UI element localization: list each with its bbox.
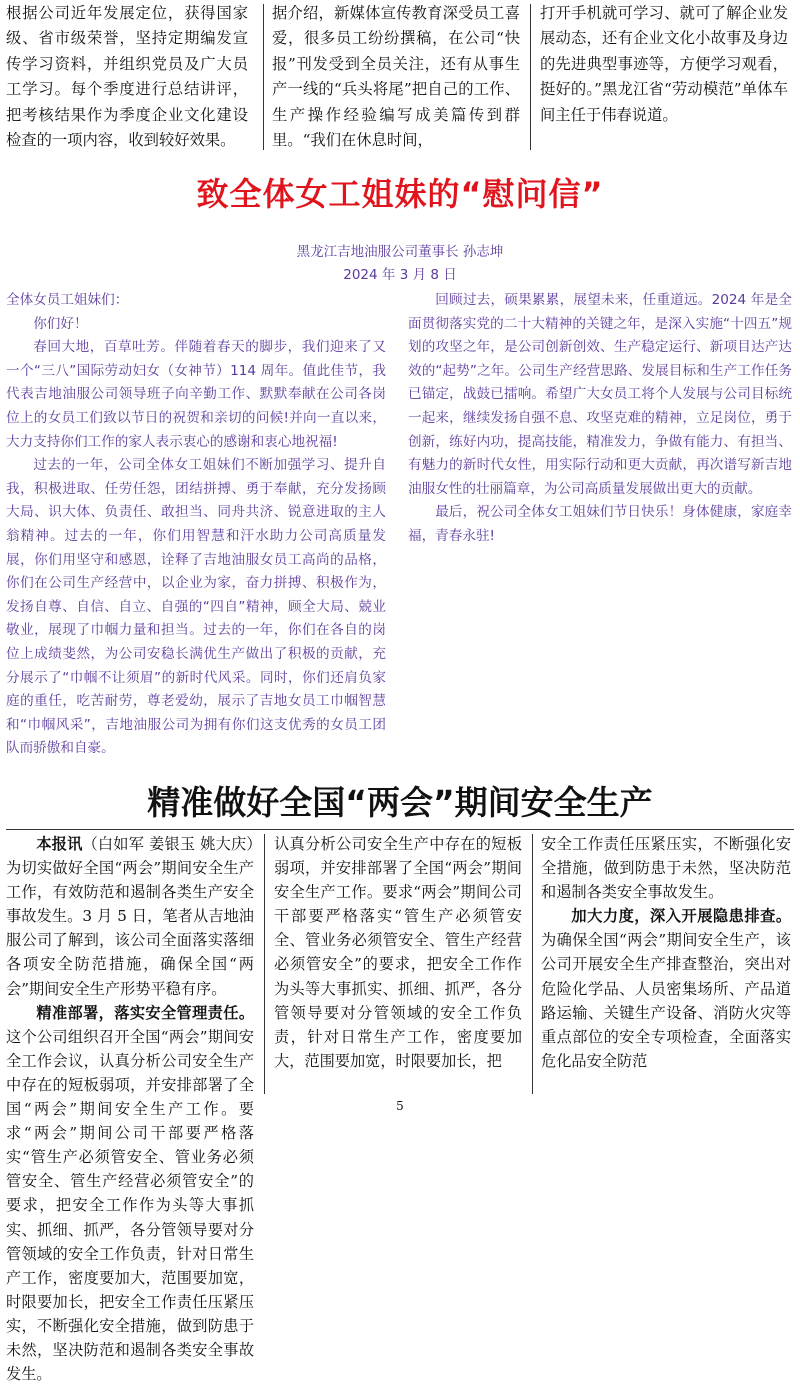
safety-column-2 [274, 832, 522, 1097]
letter-paragraph-3: 回顾过去，硕果累累，展望未来，任重道远。2024 年是全面贯彻落实党的二十大精神的关键之年，是深入实施“十四五”规划的攻坚之年，是公司创新创效、生产稳定运行、新项目达产达效的“起势”之年。公司生产经营思路、发展目标和生产工作任务已锚定，战鼓已擂响。希望广大女员工将个人发展与公司目标统一起来，继续发扬自强不息、攻坚克难的精神，立足岗位，勇于创新，练好内功，提高技能，精准发力，争做有能力、有担当、有魅力的新时代女性，用实际行动和更大贡献，再次谱写新吉地油服女性的壮丽篇章，为公司高质量发展做出更大的贡献。 [408, 292, 792, 497]
top-article-column-1 [6, 1, 248, 153]
safety-heading-1: 精准部署，落实安全管理责任。 [36, 1003, 254, 1022]
top-article-text-3: 打开手机就可学习、就可了解企业发展动态，还有企业文化小故事及身边的先进典型事迹等，方便学习观看，挺好的。”黑龙江省“劳动模范”单体车间主任于伟春说道。 [540, 4, 788, 124]
top-article-column-3 [540, 1, 788, 128]
safety-column-2-text: 认真分析公司安全生产中存在的短板弱项，并安排部署了全国“两会”期间安全生产工作。要求“两会”期间公司干部要严格落实“管生产必须管安全、管业务必须管安全、管生产经营必须管安全”的要求，把安全工作作为头等大事抓实、抓细、抓严，各分管领导要对分管领域的安全工作负责，针对日常生产工作，密度要加大，范围要加宽，时限要加长，把 [274, 835, 522, 1070]
section-divider [6, 829, 794, 830]
letter-author: 黑龙江吉地油服公司董事长 孙志坤 [296, 244, 504, 260]
safety-column-1 [6, 832, 255, 1384]
safety-lead-text: （白如军 姜银玉 姚大庆）为切实做好全国“两会”期间安全生产工作，有效防范和遏制各类生产安全事故发生。3 月 5 日，笔者从吉地油服公司了解到，该公司全面落实落细各项安全防范措施，确保全国“两会”期间安全生产形势平稳有序。 [6, 835, 255, 998]
column-divider [263, 4, 264, 150]
column-divider [264, 834, 265, 1094]
safety-column-3-text: 安全工作责任压紧压实，不断强化安全措施，做到防患于未然，坚决防范和遏制各类安全事故发生。 [541, 835, 791, 902]
letter-date: 2024 年 3 月 8 日 [343, 267, 457, 283]
letter-title: 致全体女工姐妹的“慰问信” [196, 175, 604, 213]
safety-heading-2: 加大力度，深入开展隐患排查。 [571, 907, 791, 926]
letter-paragraph-1: 春回大地，百草吐芳。伴随着春天的脚步，我们迎来了又一个“三八”国际劳动妇女（女神节）114 周年。值此佳节，我代表吉地油服公司领导班子向辛勤工作、默默奉献在公司各岗位上的女员工们致以节日的祝贺和亲切的问候!并向一直以来，大力支持你们工作的家人表示衷心的感谢和衷心地祝福! [6, 339, 386, 450]
letter-column-right [408, 289, 792, 749]
top-article-column-2 [272, 1, 520, 153]
safety-lead-label: 本报讯 [36, 835, 83, 853]
top-article-text-1: 根据公司近年发展定位，获得国家级、省市级荣誉，坚持定期编发宣传学习资料，并组织党员及广大员工学习。每个季度进行总结讲评，把考核结果作为季度企业文化建设检查的一项内容，收到较好效果。 [6, 4, 248, 150]
letter-paragraph-2: 过去的一年，公司全体女工姐妹们不断加强学习、提升自我，积极进取、任劳任怨，团结拼搏、勇于奉献，充分发扬顾大局、识大体、负责任、敢担当、同舟共济、锐意进取的主人翁精神。过去的一年，你们用智慧和汗水助力公司高质量发展，你们用坚守和感恩，诠释了吉地油服女员工高尚的品格，你们在公司生产经营中，以企业为家，奋力拼搏、积极作为，发扬自尊、自信、自立、自强的“四自”精神，顾全大局、兢业敬业，展现了巾帼力量和担当。过去的一年，你们在各自的岗位上成绩斐然，为公司安稳长满优生产做出了积极的贡献，充分展示了“巾帼不让须眉”的新时代风采。同时，你们还肩负家庭的重任，吃苦耐劳，尊老爱幼，展示了吉地女员工巾帼智慧和“巾帼风采”，吉地油服公司为拥有你们这支优秀的女员工团队而骄傲和自豪。 [6, 457, 386, 757]
top-article-text-2: 据介绍，新媒体宣传教育深受员工喜爱，很多员工纷纷撰稿，在公司“快报”刊发受到全员关注，还有从事生产一线的“兵头将尾”把自己的工作、生产操作经验编写成美篇传到群里。“我们在休息时间， [272, 4, 520, 150]
page-number: 5 [396, 1099, 404, 1113]
letter-column-left [6, 289, 386, 757]
column-divider [530, 4, 531, 150]
safety-paragraph-1: 这个公司组织召开全国“两会”期间安全工作会议，认真分析公司安全生产中存在的短板弱项，并安排部署了全国“两会”期间安全生产工作。要求“两会”期间公司干部要严格落实“管生产必须管安全、管业务必须管安全、管生产经营必须管安全”的要求，把安全工作作为头等大事抓实、抓细、抓严，各分管领导要对分管领域的安全工作负责，针对日常生产工作，密度要加大，范围要加宽，时限要加长，把安全工作责任压紧压实，不断强化安全措施，做到防患于未然，坚决防范和遏制各类安全事故发生。 [6, 1027, 254, 1384]
safety-paragraph-2: 为确保全国“两会”期间安全生产，该公司开展安全生产排查整治，突出对危险化学品、人员密集场所、产品道路运输、关键生产设备、消防火灾等重点部位的安全专项检查，全面落实危化品安全防范 [541, 931, 791, 1070]
safety-article-title: 精准做好全国“两会”期间安全生产 [147, 783, 653, 822]
letter-greeting: 你们好！ [33, 315, 88, 332]
letter-closing: 最后，祝公司全体女工姐妹们节日快乐！身体健康，家庭幸福，青春永驻! [408, 504, 792, 544]
column-divider [532, 834, 533, 1094]
letter-salutation: 全体女员工姐妹们： [6, 292, 129, 308]
safety-column-3 [541, 832, 791, 1097]
